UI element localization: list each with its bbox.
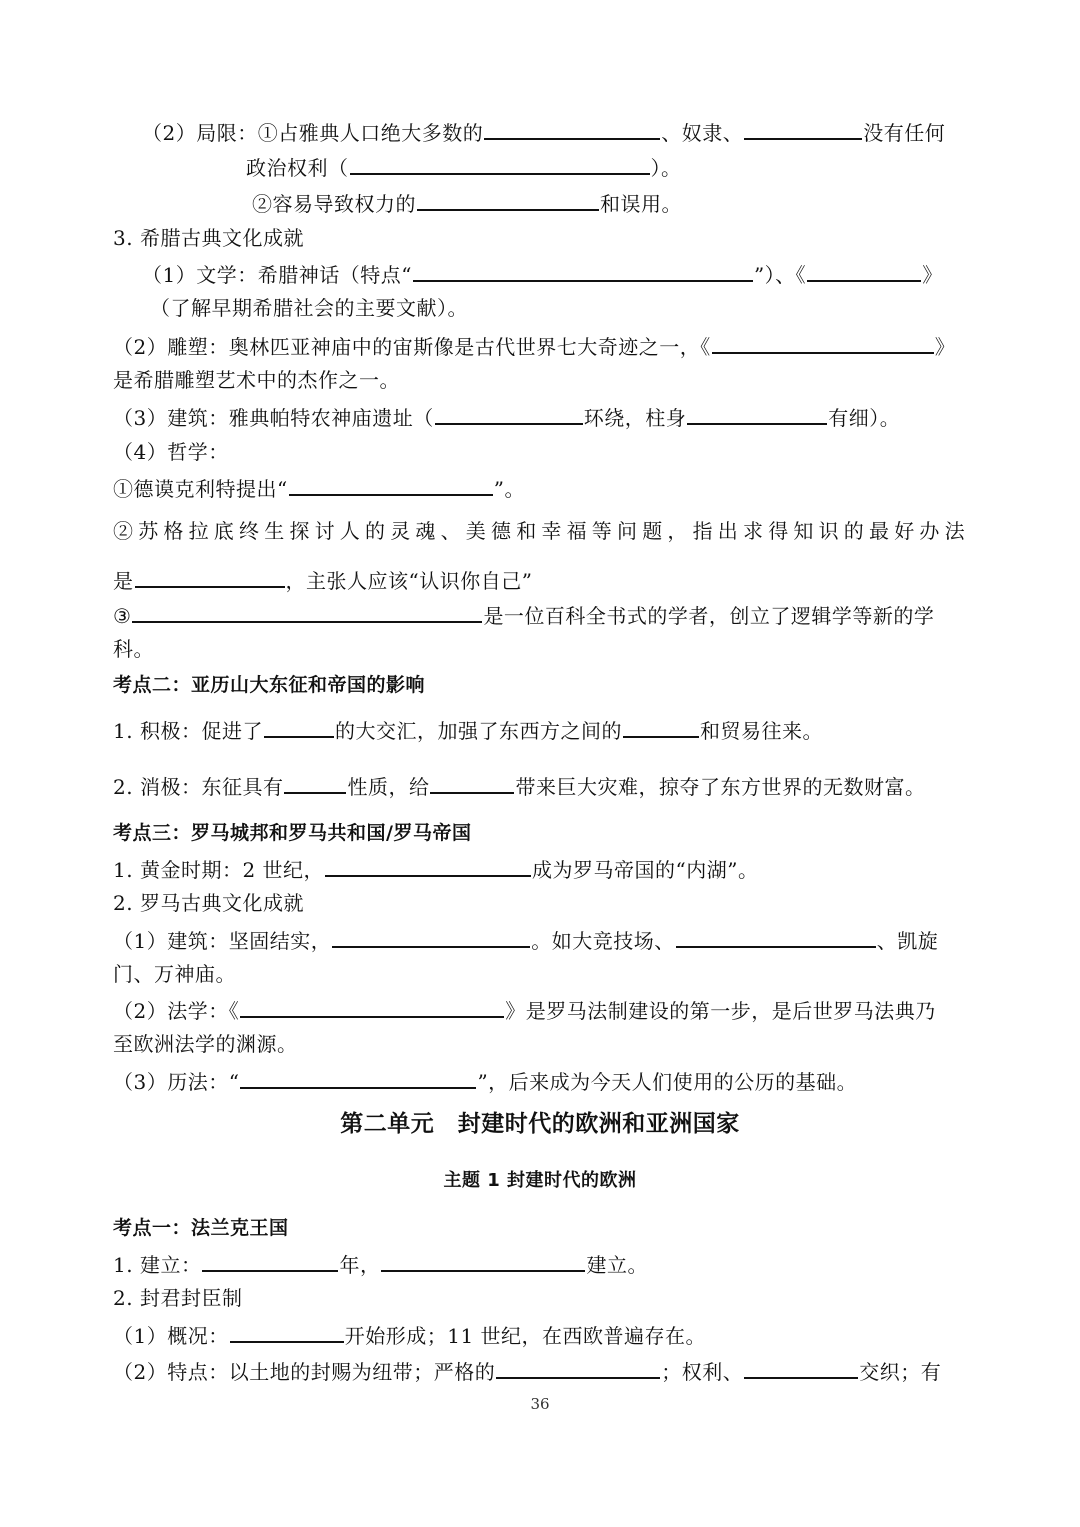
fill-blank[interactable]	[623, 716, 699, 738]
text: 的大交汇，加强了东西方之间的	[334, 719, 622, 743]
fill-blank[interactable]	[430, 772, 514, 794]
fill-blank[interactable]	[332, 926, 530, 948]
line-architecture	[113, 403, 900, 431]
fill-blank[interactable]	[496, 1357, 660, 1379]
text: 有细）。	[828, 406, 901, 430]
text: 环绕，柱身	[583, 406, 687, 430]
heading-rome: 考点三：罗马城邦和罗马共和国/罗马帝国	[113, 822, 472, 844]
unit-title: 第二单元 封建时代的欧洲和亚洲国家	[340, 1111, 740, 1137]
text: 2. 消极：东征具有	[113, 775, 284, 799]
text: ）。	[650, 156, 682, 180]
text: （2）法学：《	[113, 999, 240, 1023]
fill-blank[interactable]	[687, 403, 827, 425]
text: 开始形成；11 世纪，在西欧普遍存在。	[344, 1324, 707, 1348]
fill-blank[interactable]	[350, 153, 650, 175]
line-power-abuse	[252, 189, 682, 217]
fill-blank[interactable]	[413, 260, 753, 282]
line-roman-architecture	[113, 926, 938, 954]
line-socrates: ②苏格拉底终生探讨人的灵魂、美德和幸福等问题，指出求得知识的最好办法	[113, 519, 970, 543]
text: 是	[113, 569, 134, 593]
fill-blank[interactable]	[325, 855, 531, 877]
line-philosophy: （4）哲学：	[113, 440, 229, 464]
fill-blank[interactable]	[381, 1250, 585, 1272]
line-overview	[113, 1321, 706, 1349]
line-roman-law-cont: 至欧洲法学的渊源。	[113, 1032, 298, 1056]
text: 年，	[339, 1253, 381, 1277]
text: ，主张人应该“认识你自己”	[285, 569, 533, 593]
line-democritus	[113, 474, 525, 502]
text: ”。	[493, 477, 525, 501]
text: 、凯旋	[876, 929, 939, 953]
text: 和贸易往来。	[699, 719, 823, 743]
text: 成为罗马帝国的“内湖”。	[532, 858, 759, 882]
fill-blank[interactable]	[435, 403, 583, 425]
fill-blank[interactable]	[240, 996, 504, 1018]
text: （1）文学：希腊神话（特点“	[142, 263, 412, 287]
text: （2）雕塑：奥林匹亚神庙中的宙斯像是古代世界七大奇迹之一，《	[113, 335, 711, 359]
text: 和误用。	[600, 192, 682, 216]
text: （2）特点：以土地的封赐为纽带；严格的	[113, 1360, 496, 1384]
line-literature	[142, 260, 943, 288]
fill-blank[interactable]	[132, 601, 482, 623]
section-feudalism: 2. 封君封臣制	[113, 1286, 243, 1310]
fill-blank[interactable]	[284, 772, 346, 794]
line-athens-limits	[142, 118, 945, 146]
heading-frankish-kingdom: 考点一：法兰克王国	[113, 1217, 289, 1239]
text: 1. 积极：促进了	[113, 719, 263, 743]
line-founding	[113, 1250, 648, 1278]
line-sculpture	[113, 332, 955, 360]
text: ；权利、	[661, 1360, 744, 1384]
text: 。如大竞技场、	[531, 929, 675, 953]
fill-blank[interactable]	[676, 926, 876, 948]
line-aristotle-cont: 科。	[113, 637, 154, 661]
fill-blank[interactable]	[417, 189, 599, 211]
line-calendar	[113, 1067, 857, 1095]
line-aristotle	[113, 601, 934, 629]
line-socrates-cont	[113, 566, 532, 594]
text: 交织；有	[859, 1360, 942, 1384]
text: ”，后来成为今天人们使用的公历的基础。	[477, 1070, 858, 1094]
text: 没有任何	[863, 121, 946, 145]
text: ①德谟克利特提出“	[113, 477, 288, 501]
text: （1）概况：	[113, 1324, 229, 1348]
text: 建立。	[586, 1253, 648, 1277]
text: （1）建筑：坚固结实，	[113, 929, 332, 953]
text: 》	[934, 335, 956, 359]
text: 政治权利（	[246, 156, 349, 180]
line-sculpture-cont: 是希腊雕塑艺术中的杰作之一。	[113, 368, 400, 392]
fill-blank[interactable]	[744, 118, 862, 140]
page-number: 36	[530, 1395, 550, 1413]
text: 是一位百科全书式的学者，创立了逻辑学等新的学	[483, 604, 935, 628]
line-features	[113, 1357, 941, 1385]
heading-alexander: 考点二：亚历山大东征和帝国的影响	[113, 674, 426, 696]
line-literature-note: （了解早期希腊社会的主要文献）。	[150, 296, 468, 320]
fill-blank[interactable]	[230, 1321, 344, 1343]
line-negative	[113, 772, 925, 800]
fill-blank[interactable]	[484, 118, 660, 140]
text: 1. 黄金时期：2 世纪，	[113, 858, 325, 882]
line-golden-age	[113, 855, 758, 883]
fill-blank[interactable]	[807, 260, 921, 282]
fill-blank[interactable]	[135, 566, 285, 588]
line-positive	[113, 716, 823, 744]
text: 带来巨大灾难，掠夺了东方世界的无数财富。	[515, 775, 926, 799]
line-roman-law	[113, 996, 936, 1024]
line-political-rights	[246, 153, 682, 181]
text: 》是罗马法制建设的第一步，是后世罗马法典乃	[505, 999, 936, 1023]
fill-blank[interactable]	[202, 1250, 338, 1272]
text: ②容易导致权力的	[252, 192, 416, 216]
text: （2）局限：①占雅典人口绝大多数的	[142, 121, 484, 145]
fill-blank[interactable]	[712, 332, 934, 354]
text: 性质，给	[347, 775, 430, 799]
text: 》	[922, 263, 943, 287]
text: ③	[113, 604, 132, 628]
text: 1. 建立：	[113, 1253, 202, 1277]
fill-blank[interactable]	[744, 1357, 858, 1379]
fill-blank[interactable]	[289, 474, 493, 496]
line-roman-architecture-cont: 门、万神庙。	[113, 962, 236, 986]
text: 、奴隶、	[661, 121, 744, 145]
fill-blank[interactable]	[264, 716, 334, 738]
fill-blank[interactable]	[240, 1067, 476, 1089]
section-greek-culture: 3. 希腊古典文化成就	[113, 226, 304, 250]
topic-title: 主题 1 封建时代的欧洲	[443, 1170, 637, 1191]
text: （3）建筑：雅典帕特农神庙遗址（	[113, 406, 434, 430]
section-roman-culture: 2. 罗马古典文化成就	[113, 891, 304, 915]
text: ”）、《	[753, 263, 807, 287]
text: （3）历法：“	[113, 1070, 240, 1094]
